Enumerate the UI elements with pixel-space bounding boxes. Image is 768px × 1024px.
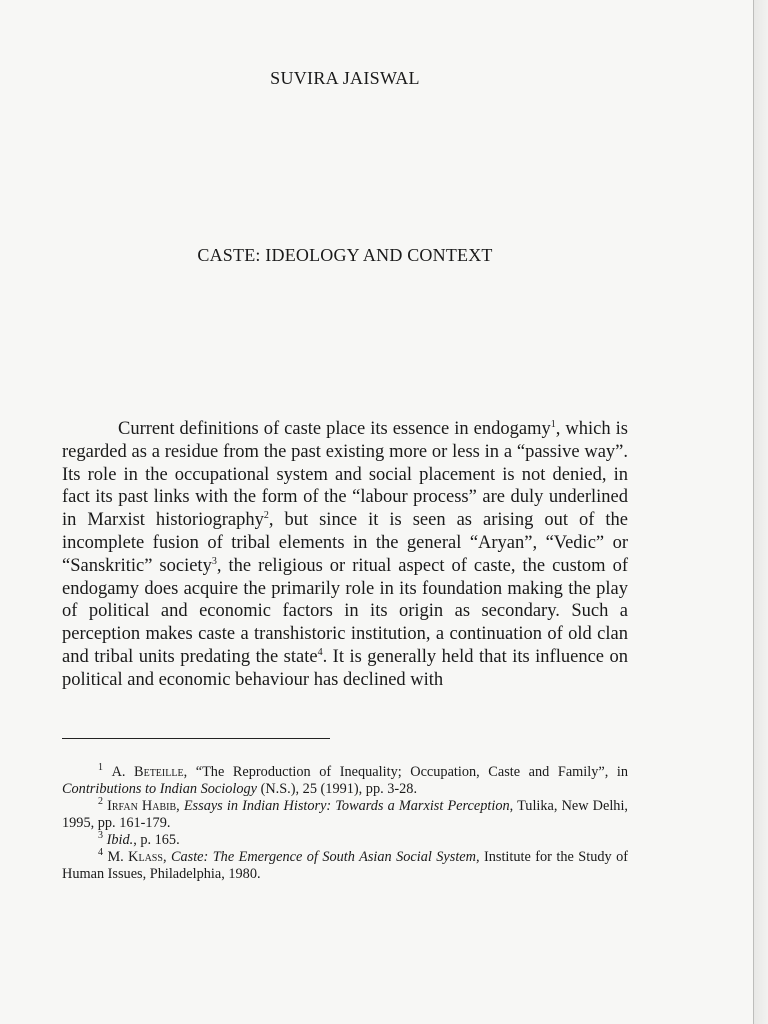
footnote-3	[62, 832, 628, 849]
page-edge	[753, 0, 768, 1024]
body-text-segment: Current definitions of caste place its essence in endogamy	[118, 419, 551, 439]
footnote-mark: 2	[98, 796, 103, 808]
footnote-ref[interactable]: 3	[211, 555, 217, 567]
footnote-work-title: Essays in Indian History: Towards a Marxist Perception	[183, 798, 510, 814]
footnote-text: ,	[162, 849, 171, 865]
body-text-segment: , but since it is seen as arising out of the incomplete fusion of tribal elements in the general “Aryan”, “Vedic” or “Sanskritic” society	[62, 510, 628, 576]
footnote-text: , “The Reproduction of Inequality; Occupation, Caste and Family”, in	[183, 764, 628, 780]
footnotes	[62, 764, 628, 883]
chapter-title: CASTE: IDEOLOGY AND CONTEXT	[197, 245, 493, 265]
running-header-author: SUVIRA JAISWAL	[270, 68, 420, 88]
footnote-author: Irfan Habib	[107, 798, 177, 814]
footnote-text: (N.S.), 25 (1991), pp. 3-28.	[257, 781, 418, 797]
footnote-text: , Tulika, New Delhi, 1995, pp. 161-179.	[62, 798, 629, 831]
footnote-2	[62, 798, 628, 832]
body-text-segment: . It is generally held that its influence on political and economic behaviour has declined with	[62, 646, 628, 690]
body-text-segment: , which is regarded as a residue from the past existing more or less in a “passive way”. Its role in the occupational system and social placement is not denied, in fact its past links with the form of the “labour process” are duly underlined in Marxist historiography	[62, 419, 628, 531]
body-paragraph	[62, 418, 628, 692]
footnote-work-title: Contributions to Indian Sociology	[62, 781, 257, 797]
footnote-author: A. Beteille	[111, 764, 184, 780]
footnote-mark: 4	[98, 847, 103, 859]
body-text-segment: , the religious or ritual aspect of caste, the custom of endogamy does acquire the primarily role in its foundation making the play of political and economic factors in its origin as secondary. Such a perception makes caste a transhistoric institution, a continuation of old clan and tribal units predating the state	[62, 555, 628, 667]
footnote-1	[62, 764, 628, 798]
footnote-text: Institute for the Study of Human Issues, Philadelphia, 1980.	[62, 849, 628, 882]
footnote-work-title: Ibid.	[106, 832, 134, 848]
footnote-mark: 1	[98, 762, 103, 774]
footnote-ref[interactable]: 2	[263, 510, 269, 522]
footnote-divider	[62, 738, 330, 739]
footnote-author: M. Klass	[107, 849, 163, 865]
footnote-mark: 3	[98, 830, 103, 842]
footnote-4	[62, 849, 628, 883]
footnote-ref[interactable]: 4	[317, 646, 323, 658]
footnote-text: , p. 165.	[133, 832, 180, 848]
footnote-text: ,	[176, 798, 184, 814]
footnote-work-title: Caste: The Emergence of South Asian Social System,	[170, 849, 480, 865]
footnote-ref[interactable]: 1	[550, 418, 556, 430]
